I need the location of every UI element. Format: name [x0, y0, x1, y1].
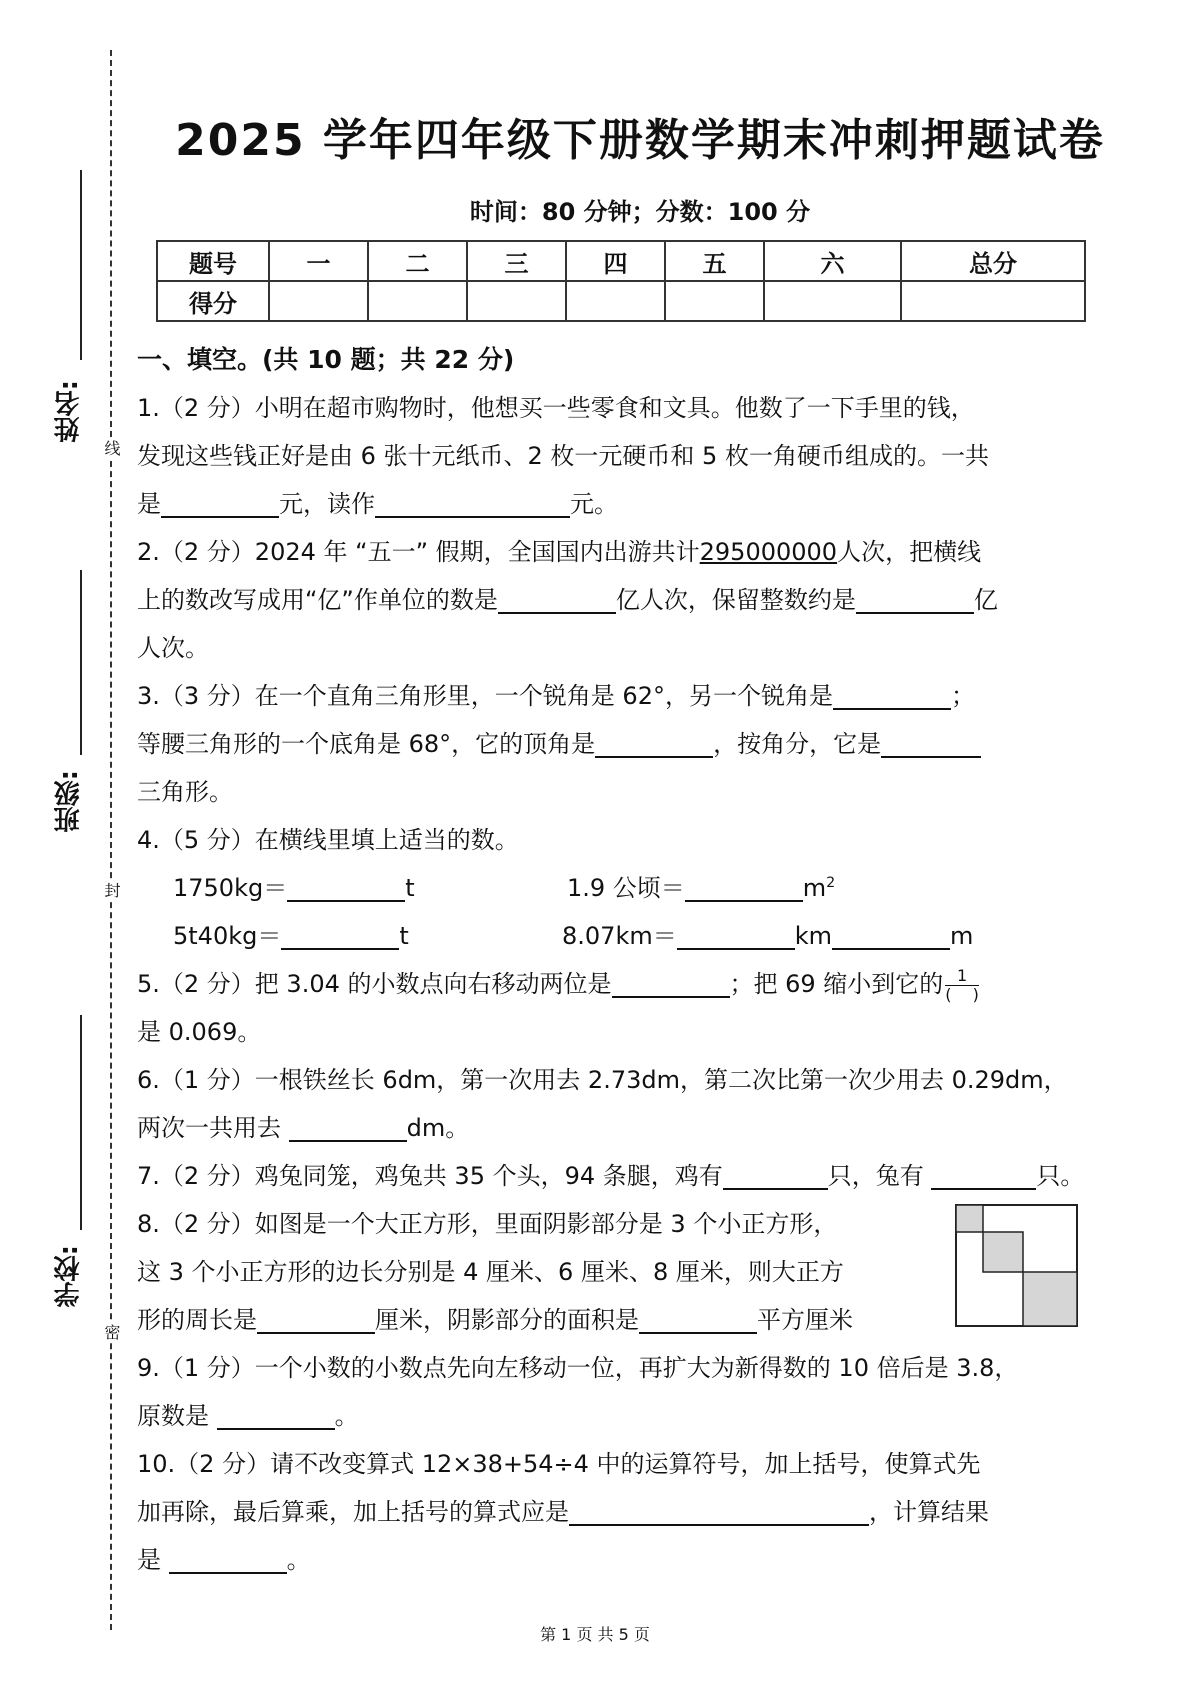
q9-line-a: 9.（1 分）一个小数的小数点先向左移动一位，再扩大为新得数的 10 倍后是 3.8，: [137, 1354, 1019, 1382]
class-label: 班级:: [54, 770, 84, 833]
q3-text: 3.（3 分）在一个直角三角形里，一个锐角是 62°，另一个锐角是: [137, 682, 833, 710]
q7-line-a: [137, 1152, 1137, 1200]
q3-line-a: [137, 672, 1137, 720]
score-value-row: [157, 281, 1085, 321]
score-cell[interactable]: [368, 281, 467, 321]
exam-title: 2025 学年四年级下册数学期末冲刺押题试卷: [175, 115, 1105, 166]
q2-text: 人次，把横线: [837, 538, 982, 566]
q1-line-a: 1.（2 分）小明在超市购物时，他想买一些零食和文具。他数了一下手里的钱，: [137, 394, 975, 422]
q9-text: 。: [334, 1402, 359, 1430]
q2-text: 亿: [973, 586, 998, 614]
score-col-2: 二: [368, 241, 467, 281]
q4-superscript: 2: [826, 875, 836, 891]
q7-text: 只，兔有: [827, 1162, 924, 1190]
q2-text: 2.（2 分）2024 年 “五一” 假期，全国国内出游共计: [137, 538, 700, 566]
q10-text: 加再除，最后算乘，加上括号的算式应是: [137, 1498, 569, 1526]
fraction-denominator-blank[interactable]: ( ): [945, 984, 979, 1004]
score-col-6: 六: [764, 241, 901, 281]
seal-mark: 封: [102, 882, 121, 898]
name-label: 姓名:: [54, 380, 84, 443]
q4-text: m: [802, 874, 827, 902]
q2-line-a: [137, 528, 1137, 576]
q1-line-b: 发现这些钱正好是由 6 张十元纸币、2 枚一元硬币和 5 枚一角硬币组成的。一共: [137, 442, 989, 470]
q4-blank-2[interactable]: [685, 870, 803, 902]
small-square-4: [956, 1205, 983, 1232]
score-cell-label: 题号: [157, 241, 269, 281]
q2-number: 295000000: [699, 538, 838, 566]
q2-blank-1[interactable]: [498, 582, 616, 614]
small-square-6: [983, 1232, 1023, 1272]
q8-line-c: [137, 1296, 937, 1344]
q10-line-a: 10.（2 分）请不改变算式 12×38+54÷4 中的运算符号，加上括号，使算式先: [137, 1450, 981, 1478]
q6-text: dm。: [406, 1114, 470, 1142]
q3-line-c: 三角形。: [137, 778, 233, 806]
q10-text: 。: [286, 1546, 311, 1574]
q6-line-a: 6.（1 分）一根铁丝长 6dm，第一次用去 2.73dm，第二次比第一次少用去 0.29dm，: [137, 1066, 1068, 1094]
q4-text: 5t40kg＝: [173, 922, 282, 950]
page-footer: 第 1 页 共 5 页: [540, 1625, 650, 1644]
q2-line-b: [137, 576, 1137, 624]
score-table: [156, 240, 1086, 322]
q3-line-b: [137, 720, 1137, 768]
q4-text: km: [794, 922, 832, 950]
q1-text: 元。: [570, 490, 618, 518]
q4-line-a: 4.（5 分）在横线里填上适当的数。: [137, 826, 519, 854]
q10-line-c: [137, 1536, 1137, 1584]
fold-line: [110, 50, 112, 1630]
q8: [137, 1200, 1137, 1344]
q6-blank-1[interactable]: [289, 1110, 407, 1142]
school-label: 学校:: [54, 1245, 84, 1308]
q10-text: ，计算结果: [869, 1498, 989, 1526]
q9-text: 原数是: [137, 1402, 209, 1430]
class-blank-line[interactable]: [80, 570, 82, 755]
q5-text: 5.（2 分）把 3.04 的小数点向右移动两位是: [137, 970, 612, 998]
q5-fraction: [945, 967, 979, 1004]
q2-line-c: 人次。: [137, 634, 209, 662]
q5-line-a: [137, 960, 1137, 1008]
q3-blank-2[interactable]: [595, 726, 713, 758]
q7-text: 7.（2 分）鸡兔同笼，鸡兔共 35 个头，94 条腿，鸡有: [137, 1162, 723, 1190]
binding-margin: [0, 0, 130, 1682]
q7-blank-2[interactable]: [931, 1158, 1036, 1190]
score-cell[interactable]: [901, 281, 1085, 321]
score-col-4: 四: [566, 241, 665, 281]
q8-text: 厘米，阴影部分的面积是: [375, 1306, 639, 1334]
q5-text: ；把 69 缩小到它的: [729, 970, 944, 998]
q7-blank-1[interactable]: [723, 1158, 828, 1190]
score-cell[interactable]: [467, 281, 566, 321]
q8-blank-2[interactable]: [639, 1302, 757, 1334]
q10-blank-1[interactable]: [569, 1494, 869, 1526]
q10-line-b: [137, 1488, 1137, 1536]
exam-subtitle: 时间：80 分钟；分数：100 分: [469, 198, 811, 226]
q4-col-2: [567, 864, 835, 912]
section-heading: 一、填空。(共 10 题；共 22 分): [137, 345, 515, 374]
q9-line-b: [137, 1392, 1137, 1440]
q1-blank-2[interactable]: [375, 486, 570, 518]
secret-mark: 密: [102, 1324, 121, 1340]
q4-blank-3[interactable]: [281, 918, 399, 950]
q10-blank-2[interactable]: [169, 1542, 287, 1574]
q8-text-block: [137, 1200, 937, 1344]
q4-text: 1.9 公顷＝: [567, 874, 685, 902]
q7-text: 只。: [1036, 1162, 1085, 1190]
q4-text: 8.07km＝: [562, 922, 677, 950]
line-mark: 线: [102, 440, 121, 456]
q4-row-1: [137, 864, 1137, 912]
q9-blank-1[interactable]: [217, 1398, 335, 1430]
score-cell[interactable]: [764, 281, 901, 321]
section-fill-in: [137, 336, 1137, 1584]
q2-blank-2[interactable]: [856, 582, 974, 614]
small-square-8: [1023, 1272, 1077, 1326]
score-row-label: 得分: [157, 281, 269, 321]
q1-line-c: [137, 480, 1137, 528]
q8-line-b: 这 3 个小正方形的边长分别是 4 厘米、6 厘米、8 厘米，则大正方: [137, 1258, 844, 1286]
score-cell[interactable]: [566, 281, 665, 321]
q1-text: 元，读作: [279, 490, 375, 518]
q4-blank-5[interactable]: [832, 918, 950, 950]
q8-text: 平方厘米: [757, 1306, 853, 1334]
score-col-total: 总分: [901, 241, 1085, 281]
q5-blank-1[interactable]: [612, 966, 730, 998]
q8-blank-1[interactable]: [257, 1302, 375, 1334]
q5-line-b: 是 0.069。: [137, 1018, 262, 1046]
q4-text: 1750kg＝: [173, 874, 288, 902]
q4-text: m: [950, 922, 974, 950]
q3-blank-1[interactable]: [833, 678, 951, 710]
q2-text: 上的数改写成用“亿”作单位的数是: [137, 586, 498, 614]
q4-text: t: [405, 874, 415, 902]
q6-text: 两次一共用去: [137, 1114, 281, 1142]
squares-figure: [955, 1204, 1079, 1328]
q4-blank-1[interactable]: [287, 870, 405, 902]
q3-text: ；: [950, 682, 975, 710]
score-cell[interactable]: [269, 281, 368, 321]
q1-text: 是: [137, 490, 161, 518]
q8-text: 形的周长是: [137, 1306, 257, 1334]
q4-row-2: [137, 912, 1137, 960]
q6-line-b: [137, 1104, 1137, 1152]
q4-text: t: [399, 922, 409, 950]
name-blank-line[interactable]: [80, 170, 82, 360]
q4-col-2: [562, 912, 973, 960]
score-col-3: 三: [467, 241, 566, 281]
q10-text: 是: [137, 1546, 161, 1574]
q1-blank-1[interactable]: [161, 486, 279, 518]
q3-blank-3[interactable]: [881, 726, 981, 758]
school-blank-line[interactable]: [80, 1015, 82, 1230]
fraction-numerator: 1: [945, 967, 979, 986]
score-col-1: 一: [269, 241, 368, 281]
q4-blank-4[interactable]: [677, 918, 795, 950]
q2-text: 亿人次，保留整数约是: [615, 586, 856, 614]
score-col-5: 五: [665, 241, 764, 281]
q3-text: 等腰三角形的一个底角是 68°，它的顶角是: [137, 730, 596, 758]
q8-line-a: 8.（2 分）如图是一个大正方形，里面阴影部分是 3 个小正方形，: [137, 1210, 838, 1238]
score-header-row: [157, 241, 1085, 281]
score-cell[interactable]: [665, 281, 764, 321]
q3-text: ，按角分，它是: [713, 730, 882, 758]
